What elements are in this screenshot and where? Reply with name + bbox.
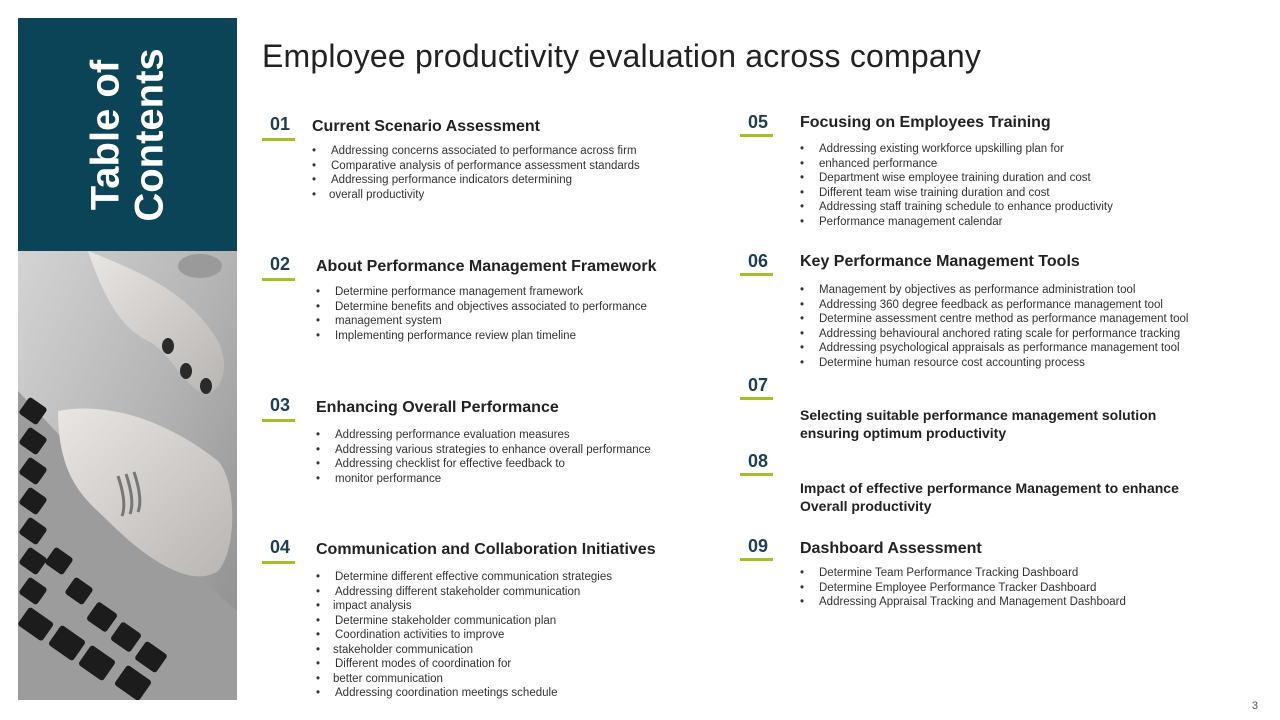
list-item: • Addressing 360 degree feedback as performance management tool xyxy=(800,298,1188,313)
toc-section-07[interactable] xyxy=(740,375,1230,445)
toc-section-02[interactable] xyxy=(262,254,712,354)
sidebar-panel xyxy=(18,18,237,251)
section-number: 05 xyxy=(747,112,769,132)
section-accent-bar xyxy=(740,134,773,137)
list-item: • impact analysis xyxy=(316,599,612,614)
section-number: 02 xyxy=(269,254,291,274)
section-accent-bar xyxy=(262,138,295,141)
list-item: • Performance management calendar xyxy=(800,215,1113,230)
toc-section-09[interactable] xyxy=(740,536,1230,616)
toc-section-03[interactable] xyxy=(262,395,712,495)
section-heading: Key Performance Management Tools xyxy=(800,253,1080,270)
list-item: • Implementing performance review plan timeline xyxy=(316,329,647,344)
toc-section-01[interactable] xyxy=(262,114,712,214)
toc-section-05[interactable] xyxy=(740,112,1230,237)
section-bullets xyxy=(312,144,640,202)
list-item: • overall productivity xyxy=(312,188,640,203)
list-item: • Addressing existing workforce upskilling plan for xyxy=(800,142,1113,157)
section-accent-bar xyxy=(262,561,295,564)
section-heading: Dashboard Assessment xyxy=(800,540,982,557)
list-item: • Addressing Appraisal Tracking and Management Dashboard xyxy=(800,595,1126,610)
list-item: • Determine human resource cost accounting process xyxy=(800,356,1188,371)
laptop-typing-photo xyxy=(18,251,237,700)
list-item: • Addressing checklist for effective feedback to xyxy=(316,457,651,472)
section-accent-bar xyxy=(740,273,773,276)
list-item: • enhanced performance xyxy=(800,157,1113,172)
list-item: • Addressing performance evaluation measures xyxy=(316,428,651,443)
list-item: • Addressing concerns associated to performance across firm xyxy=(312,144,640,159)
list-item: • Determine stakeholder communication plan xyxy=(316,614,612,629)
sidebar-title-line2: Contents xyxy=(127,47,172,222)
list-item: • Addressing coordination meetings schedule xyxy=(316,686,612,701)
list-item: • Determine Employee Performance Tracker Dashboard xyxy=(800,581,1126,596)
section-heading: Selecting suitable performance management solution ensuring optimum productivity xyxy=(800,407,1157,441)
section-number: 08 xyxy=(747,451,769,471)
list-item: • Determine different effective communication strategies xyxy=(316,570,612,585)
section-heading: Current Scenario Assessment xyxy=(312,118,540,135)
list-item: • Addressing behavioural anchored rating scale for performance tracking xyxy=(800,327,1188,342)
section-number: 01 xyxy=(269,114,291,134)
section-accent-bar xyxy=(740,397,773,400)
list-item: • Addressing different stakeholder communication xyxy=(316,585,612,600)
section-heading: Communication and Collaboration Initiatives xyxy=(316,541,656,558)
section-number: 04 xyxy=(269,537,291,557)
section-number: 07 xyxy=(747,375,769,395)
toc-section-06[interactable] xyxy=(740,251,1230,376)
toc-section-08[interactable] xyxy=(740,451,1230,521)
list-item: • better communication xyxy=(316,672,612,687)
list-item: • Department wise employee training duration and cost xyxy=(800,171,1113,186)
section-bullets xyxy=(316,570,612,701)
list-item: • Addressing various strategies to enhance overall performance xyxy=(316,443,651,458)
list-item: • Different modes of coordination for xyxy=(316,657,612,672)
list-item: • Addressing performance indicators determining xyxy=(312,173,640,188)
section-accent-bar xyxy=(262,419,295,422)
section-bullets xyxy=(316,428,651,486)
list-item: • Coordination activities to improve xyxy=(316,628,612,643)
section-heading: Impact of effective performance Management to enhance Overall productivity xyxy=(800,480,1179,514)
list-item: • stakeholder communication xyxy=(316,643,612,658)
list-item: • Addressing psychological appraisals as performance management tool xyxy=(800,341,1188,356)
list-item: • Determine assessment centre method as performance management tool xyxy=(800,312,1188,327)
section-number: 09 xyxy=(747,536,769,556)
section-accent-bar xyxy=(262,278,295,281)
list-item: • Different team wise training duration and cost xyxy=(800,186,1113,201)
section-bullets xyxy=(800,142,1113,229)
page-number: 3 xyxy=(1251,700,1258,712)
section-accent-bar xyxy=(740,558,773,561)
laptop-typing-image-icon xyxy=(18,251,237,700)
section-heading: Enhancing Overall Performance xyxy=(316,399,559,416)
section-bullets xyxy=(800,283,1188,370)
page-title: Employee productivity evaluation across company xyxy=(262,38,982,74)
section-bullets xyxy=(316,285,647,343)
section-heading: Focusing on Employees Training xyxy=(800,114,1051,131)
list-item: • Determine benefits and objectives associated to performance xyxy=(316,300,647,315)
section-number: 06 xyxy=(747,251,769,271)
section-number: 03 xyxy=(269,395,291,415)
section-bullets xyxy=(800,566,1126,610)
sidebar-title-line1: Table of xyxy=(83,59,128,210)
list-item: • monitor performance xyxy=(316,472,651,487)
sidebar-title xyxy=(18,18,237,251)
section-heading: About Performance Management Framework xyxy=(316,258,657,275)
list-item: • management system xyxy=(316,314,647,329)
list-item: • Determine Team Performance Tracking Dashboard xyxy=(800,566,1126,581)
list-item: • Determine performance management framework xyxy=(316,285,647,300)
section-accent-bar xyxy=(740,473,773,476)
toc-section-04[interactable] xyxy=(262,537,712,702)
list-item: • Addressing staff training schedule to enhance productivity xyxy=(800,200,1113,215)
list-item: • Management by objectives as performance administration tool xyxy=(800,283,1188,298)
list-item: • Comparative analysis of performance assessment standards xyxy=(312,159,640,174)
